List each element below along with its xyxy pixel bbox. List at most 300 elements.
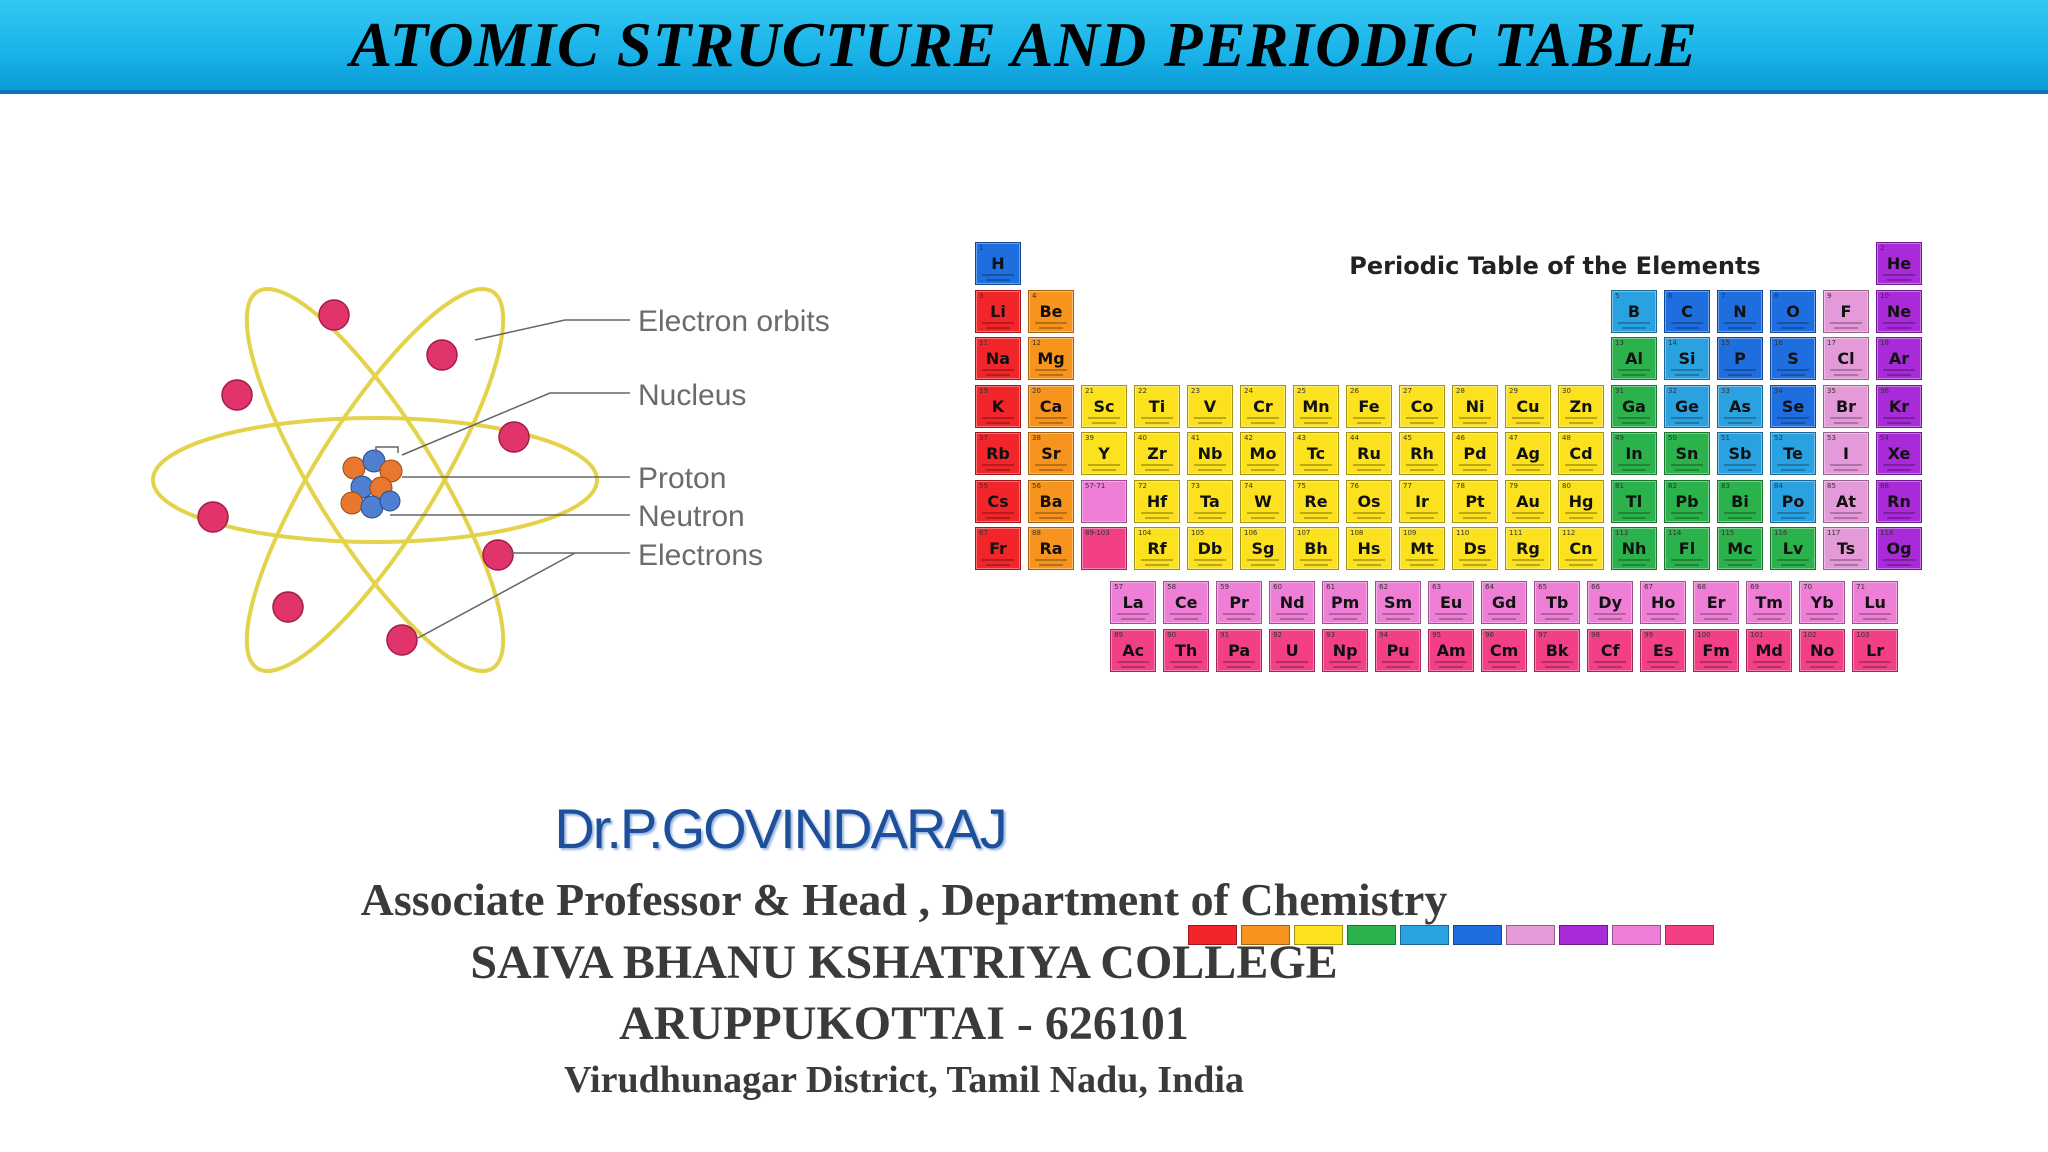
element-detail-line [1353, 417, 1385, 419]
element-symbol: S [1787, 349, 1799, 368]
element-cell [1216, 629, 1262, 672]
element-number: 98 [1591, 631, 1601, 639]
element-detail-line [1463, 422, 1487, 424]
element-cell [1640, 629, 1686, 672]
element-detail-line [982, 417, 1014, 419]
element-symbol: Np [1332, 641, 1358, 660]
element-cell [1240, 527, 1286, 570]
element-symbol: Er [1706, 593, 1726, 612]
element-detail-line [1728, 374, 1752, 376]
element-cell [975, 337, 1021, 380]
element-detail-line [1863, 618, 1887, 620]
element-detail-line [1618, 369, 1650, 371]
element-cell [1611, 290, 1657, 333]
element-cell [1876, 527, 1922, 570]
author-block [0, 796, 1560, 861]
element-symbol: No [1809, 641, 1835, 660]
element-detail-line [1777, 559, 1809, 561]
element-number: 39 [1085, 434, 1094, 442]
element-detail-line [1834, 564, 1858, 566]
element-detail-line [1671, 369, 1703, 371]
element-number: 1 [979, 244, 984, 252]
element-number: 47 [1509, 434, 1518, 442]
element-symbol: Sr [1041, 444, 1061, 463]
element-detail-line [1622, 374, 1646, 376]
element-symbol: F [1840, 301, 1852, 321]
element-symbol: Yb [1810, 593, 1834, 612]
element-number: 82 [1668, 481, 1677, 490]
element-number: 92 [1273, 631, 1283, 639]
element-cell [1876, 385, 1922, 428]
element-detail-line [1887, 374, 1911, 376]
element-number: 27 [1403, 386, 1412, 395]
element-detail-line [1117, 613, 1149, 615]
element-cell [1428, 629, 1474, 672]
element-cell [1746, 581, 1792, 624]
element-symbol: Rh [1410, 444, 1434, 463]
element-symbol: Tm [1755, 593, 1783, 612]
element-symbol: Ds [1463, 539, 1487, 558]
element-number: 114 [1668, 529, 1682, 537]
element-cell [1823, 290, 1869, 333]
element-detail-line [1830, 322, 1862, 324]
element-symbol: Li [990, 301, 1006, 321]
element-symbol: Mn [1302, 396, 1330, 416]
element-symbol: Db [1197, 539, 1223, 558]
element-symbol: Ra [1039, 539, 1063, 558]
element-number: 32 [1668, 386, 1677, 395]
element-detail-line [1386, 618, 1410, 620]
element-detail-line [1251, 469, 1275, 471]
element-number: 9 [1827, 291, 1832, 300]
element-number: 60 [1273, 583, 1283, 591]
element-number: 3 [979, 291, 984, 300]
element-number: 86 [1880, 481, 1889, 490]
element-detail-line [1777, 464, 1809, 466]
element-cell [1693, 629, 1739, 672]
element-detail-line [1410, 564, 1434, 566]
element-symbol: Fr [989, 539, 1007, 558]
element-detail-line [982, 322, 1014, 324]
element-detail-line [1618, 464, 1650, 466]
element-number: 20 [1032, 386, 1041, 395]
element-number: 18 [1880, 339, 1889, 347]
element-cell [1823, 385, 1869, 428]
element-symbol: Nb [1197, 444, 1223, 463]
element-detail-line [1565, 559, 1597, 561]
element-detail-line [1174, 618, 1198, 620]
element-detail-line [1406, 464, 1438, 466]
element-cell [1322, 581, 1368, 624]
element-detail-line [1088, 464, 1120, 466]
element-symbol: Pm [1330, 593, 1360, 612]
element-detail-line [1382, 613, 1414, 615]
periodic-table-title: Periodic Table of the Elements [1349, 252, 1761, 280]
element-number: 69 [1750, 583, 1760, 591]
element-number: 101 [1750, 631, 1764, 639]
element-detail-line [1353, 559, 1385, 561]
element-symbol: Sn [1675, 444, 1699, 463]
element-number: 116 [1774, 529, 1788, 537]
element-detail-line [1174, 666, 1198, 668]
element-cell [1375, 581, 1421, 624]
element-detail-line [1198, 517, 1222, 519]
element-symbol: Pa [1228, 641, 1251, 660]
element-detail-line [1300, 512, 1332, 514]
element-cell [1611, 527, 1657, 570]
element-cell [975, 242, 1021, 285]
element-detail-line [1121, 666, 1145, 668]
element-symbol: Ir [1415, 491, 1429, 511]
element-cell [1876, 337, 1922, 380]
element-number: 6 [1668, 291, 1673, 300]
element-detail-line [1386, 666, 1410, 668]
element-cell [1216, 581, 1262, 624]
college-name: SAIVA BHANU KSHATRIYA COLLEGE [470, 936, 1338, 989]
element-symbol: Eu [1439, 593, 1463, 612]
element-symbol: Mo [1249, 444, 1277, 463]
element-cell [1240, 385, 1286, 428]
element-cell [1746, 629, 1792, 672]
element-number: 99 [1644, 631, 1654, 639]
element-detail-line [1859, 661, 1891, 663]
element-cell [1664, 385, 1710, 428]
element-detail-line [1724, 464, 1756, 466]
element-cell [1269, 581, 1315, 624]
element-symbol: Ba [1039, 491, 1063, 511]
element-cell [1534, 629, 1580, 672]
element-cell [1664, 337, 1710, 380]
element-cell [1587, 581, 1633, 624]
element-cell [1664, 432, 1710, 475]
element-cell [975, 290, 1021, 333]
element-number: 72 [1138, 481, 1147, 490]
leader-lines [376, 320, 630, 638]
element-number: 85 [1827, 481, 1836, 490]
element-cell [1770, 385, 1816, 428]
element-detail-line [1810, 618, 1834, 620]
element-symbol: O [1786, 301, 1800, 321]
element-detail-line [986, 374, 1010, 376]
element-symbol: Bk [1545, 641, 1569, 660]
element-symbol: Cn [1569, 539, 1593, 558]
element-symbol: Rb [986, 444, 1010, 463]
element-number: 75 [1297, 481, 1306, 490]
element-symbol: Ca [1039, 396, 1063, 416]
element-detail-line [1651, 618, 1675, 620]
element-detail-line [1598, 666, 1622, 668]
college-region: Virudhunagar District, Tamil Nadu, India [564, 1059, 1244, 1101]
element-detail-line [1300, 559, 1332, 561]
element-detail-line [1035, 512, 1067, 514]
element-number: 94 [1379, 631, 1389, 639]
element-number: 78 [1456, 481, 1465, 490]
element-detail-line [1863, 666, 1887, 668]
element-symbol: Ag [1516, 444, 1540, 463]
element-detail-line [1251, 517, 1275, 519]
element-detail-line [1145, 564, 1169, 566]
element-number: 40 [1138, 434, 1147, 442]
element-detail-line [1728, 327, 1752, 329]
element-cell [975, 385, 1021, 428]
element-number: 41 [1191, 434, 1200, 442]
element-detail-line [1198, 422, 1222, 424]
element-symbol: V [1203, 396, 1217, 416]
college-city: ARUPPUKOTTAI - 626101 [619, 997, 1189, 1050]
element-detail-line [1675, 517, 1699, 519]
element-number: 88 [1032, 529, 1041, 537]
element-cell [975, 480, 1021, 523]
element-detail-line [1194, 417, 1226, 419]
element-detail-line [1671, 512, 1703, 514]
element-detail-line [1459, 512, 1491, 514]
element-detail-line [1251, 422, 1275, 424]
element-cell [1640, 581, 1686, 624]
element-symbol: Tl [1625, 491, 1643, 511]
element-symbol: Te [1783, 444, 1803, 463]
element-symbol: Lu [1864, 593, 1886, 612]
element-cell [1269, 629, 1315, 672]
element-symbol: Cm [1489, 641, 1519, 660]
element-symbol: Ac [1122, 641, 1145, 660]
element-symbol: La [1122, 593, 1144, 612]
element-cell [1346, 480, 1392, 523]
element-number: 13 [1615, 339, 1624, 347]
element-symbol: Y [1098, 444, 1110, 463]
element-detail-line [1545, 666, 1569, 668]
element-detail-line [1830, 369, 1862, 371]
element-symbol: Zr [1147, 444, 1167, 463]
element-detail-line [1781, 422, 1805, 424]
element-number: 24 [1244, 386, 1253, 395]
element-detail-line [1304, 517, 1328, 519]
element-number: 108 [1350, 529, 1364, 537]
element-symbol: Sc [1093, 396, 1115, 416]
element-detail-line [986, 469, 1010, 471]
element-number: 117 [1827, 529, 1841, 537]
element-detail-line [1887, 517, 1911, 519]
element-number: 44 [1350, 434, 1359, 442]
element-number: 111 [1509, 529, 1523, 537]
element-number: 115 [1721, 529, 1735, 537]
element-cell [1134, 385, 1180, 428]
element-detail-line [1671, 417, 1703, 419]
element-number: 91 [1220, 631, 1230, 639]
element-detail-line [1117, 661, 1149, 663]
element-number: 73 [1191, 481, 1200, 490]
element-detail-line [1806, 613, 1838, 615]
element-detail-line [1887, 469, 1911, 471]
element-detail-line [1141, 559, 1173, 561]
element-detail-line [1357, 422, 1381, 424]
element-detail-line [1092, 469, 1116, 471]
element-number: 36 [1880, 386, 1889, 395]
element-number: 76 [1350, 481, 1359, 490]
element-detail-line [1704, 666, 1728, 668]
element-number: 113 [1615, 529, 1629, 537]
element-detail-line [1753, 613, 1785, 615]
element-cell [1799, 629, 1845, 672]
element-number: 16 [1774, 339, 1783, 347]
element-detail-line [1700, 661, 1732, 663]
element-number: 19 [979, 386, 988, 395]
element-cell [1664, 290, 1710, 333]
element-symbol: Cl [1837, 349, 1855, 368]
element-number: 22 [1138, 386, 1147, 395]
label-neutron: Neutron [638, 500, 745, 533]
element-number: 95 [1432, 631, 1442, 639]
element-symbol: Md [1755, 641, 1783, 660]
element-number: 37 [979, 434, 988, 442]
label-nucleus: Nucleus [638, 379, 747, 412]
element-symbol: He [1886, 254, 1912, 273]
element-number: 21 [1085, 386, 1094, 395]
element-cell [975, 432, 1021, 475]
element-detail-line [1565, 512, 1597, 514]
element-cell [1770, 527, 1816, 570]
element-symbol: Mt [1410, 539, 1434, 558]
element-detail-line [1035, 322, 1067, 324]
element-cell [1110, 629, 1156, 672]
element-symbol: Br [1835, 396, 1857, 416]
element-detail-line [1830, 417, 1862, 419]
element-cell [1240, 432, 1286, 475]
element-detail-line [1565, 464, 1597, 466]
element-detail-line [1039, 327, 1063, 329]
element-number: 7 [1721, 291, 1726, 300]
element-symbol: Ti [1148, 396, 1166, 416]
element-number: 17 [1827, 339, 1836, 347]
element-number: 67 [1644, 583, 1654, 591]
element-detail-line [1569, 469, 1593, 471]
element-detail-line [1227, 666, 1251, 668]
element-detail-line [1357, 564, 1381, 566]
periodic-table [975, 242, 1935, 702]
element-number: 50 [1668, 434, 1677, 442]
element-detail-line [1781, 327, 1805, 329]
element-number: 33 [1721, 386, 1730, 395]
element-detail-line [1251, 564, 1275, 566]
element-detail-line [1039, 564, 1063, 566]
element-cell [1428, 581, 1474, 624]
element-detail-line [1883, 322, 1915, 324]
element-detail-line [1618, 322, 1650, 324]
element-cell [1081, 385, 1127, 428]
element-detail-line [1757, 666, 1781, 668]
element-detail-line [1806, 661, 1838, 663]
element-cell [1187, 432, 1233, 475]
element-symbol: Ta [1200, 491, 1220, 511]
element-detail-line [1545, 618, 1569, 620]
element-detail-line [1353, 464, 1385, 466]
element-detail-line [1675, 422, 1699, 424]
element-detail-line [986, 517, 1010, 519]
element-cell [1611, 480, 1657, 523]
element-detail-line [1512, 417, 1544, 419]
element-cell [1452, 480, 1498, 523]
element-symbol: Sg [1251, 539, 1275, 558]
element-cell [1452, 385, 1498, 428]
element-cell [1664, 480, 1710, 523]
element-detail-line [1329, 661, 1361, 663]
element-detail-line [1777, 417, 1809, 419]
element-detail-line [1459, 559, 1491, 561]
element-detail-line [1247, 512, 1279, 514]
element-detail-line [1439, 618, 1463, 620]
element-symbol: Tb [1545, 593, 1569, 612]
element-cell [1452, 527, 1498, 570]
element-number: 104 [1138, 529, 1152, 537]
element-detail-line [1304, 422, 1328, 424]
element-detail-line [1329, 613, 1361, 615]
element-number: 46 [1456, 434, 1465, 442]
element-detail-line [1887, 564, 1911, 566]
element-symbol: Ni [1465, 396, 1485, 416]
element-number: 10 [1880, 291, 1889, 300]
element-symbol: Ar [1888, 349, 1910, 368]
element-number: 14 [1668, 339, 1677, 347]
element-detail-line [1459, 464, 1491, 466]
element-detail-line [1516, 422, 1540, 424]
element-detail-line [1516, 469, 1540, 471]
element-detail-line [1382, 661, 1414, 663]
element-symbol: At [1835, 491, 1857, 511]
element-detail-line [1170, 613, 1202, 615]
element-detail-line [1492, 618, 1516, 620]
element-number: 105 [1191, 529, 1205, 537]
element-detail-line [1777, 322, 1809, 324]
element-number: 59 [1220, 583, 1230, 591]
element-cell [1505, 527, 1551, 570]
element-number: 57 [1114, 583, 1124, 591]
element-symbol: Ru [1357, 444, 1381, 463]
element-cell [1134, 480, 1180, 523]
element-detail-line [1145, 422, 1169, 424]
element-cell [1505, 385, 1551, 428]
element-detail-line [1145, 469, 1169, 471]
element-detail-line [1618, 559, 1650, 561]
element-detail-line [1300, 417, 1332, 419]
element-cell [1876, 480, 1922, 523]
element-detail-line [1671, 559, 1703, 561]
element-detail-line [1035, 559, 1067, 561]
element-cell [1693, 581, 1739, 624]
element-detail-line [1830, 512, 1862, 514]
element-cell [1823, 432, 1869, 475]
element-detail-line [1141, 464, 1173, 466]
element-detail-line [1516, 564, 1540, 566]
element-number: 56 [1032, 481, 1041, 490]
element-detail-line [982, 274, 1014, 276]
element-cell [1558, 527, 1604, 570]
element-detail-line [1276, 613, 1308, 615]
element-cell [1163, 629, 1209, 672]
element-detail-line [982, 512, 1014, 514]
element-detail-line [1194, 559, 1226, 561]
element-detail-line [1724, 322, 1756, 324]
title-bar [0, 0, 2048, 94]
element-symbol: Pb [1675, 491, 1699, 511]
element-number: 23 [1191, 386, 1200, 395]
element-symbol: Tc [1306, 444, 1326, 463]
element-detail-line [1035, 464, 1067, 466]
element-detail-line [1834, 469, 1858, 471]
element-detail-line [1463, 517, 1487, 519]
element-cell [1481, 581, 1527, 624]
element-detail-line [1512, 559, 1544, 561]
element-symbol: Ga [1622, 396, 1646, 416]
element-cell [1028, 527, 1074, 570]
